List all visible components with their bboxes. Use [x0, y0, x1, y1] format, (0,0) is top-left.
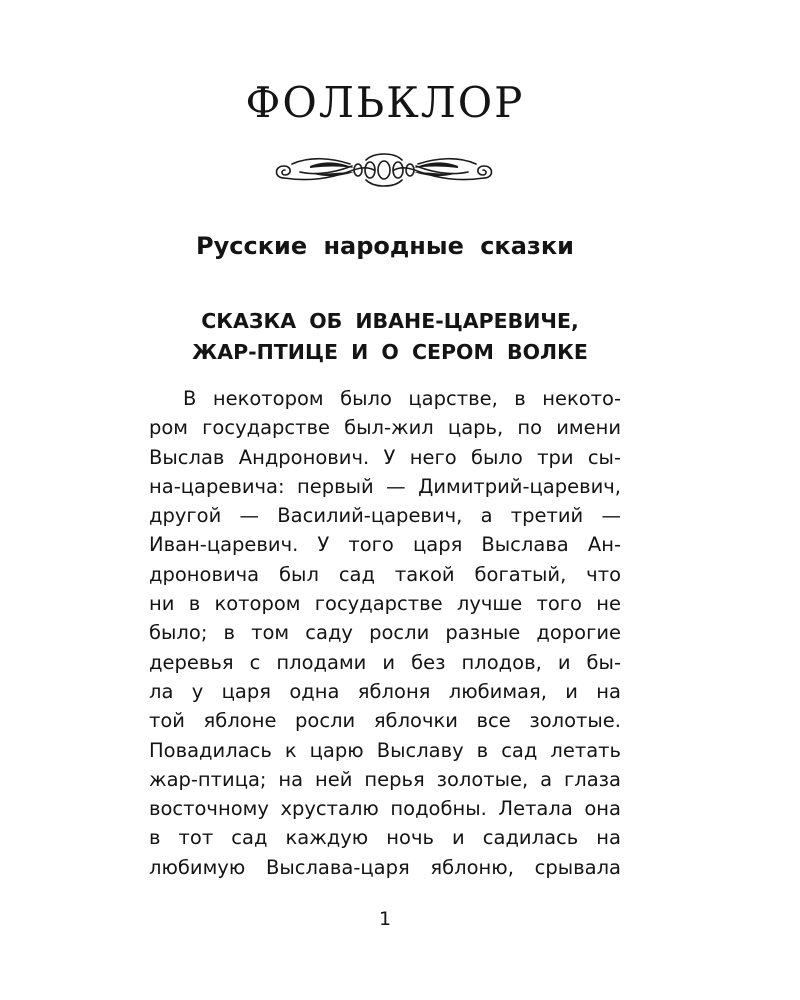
- collection-title: Русские народные сказки: [196, 232, 574, 260]
- body-line: Повадилась к царю Выславу в сад летать: [149, 738, 621, 762]
- body-line: в тот сад каждую ночь и садилась на: [149, 826, 621, 850]
- body-line: ром государстве был-жил царь, по имени: [149, 416, 621, 440]
- story-title: [0, 306, 780, 368]
- body-line: восточному хрусталю подобны. Летала она: [149, 797, 621, 821]
- body-line: Выслав Андронович. У него было три сы-: [149, 445, 621, 469]
- body-line: другой — Василий-царевич, а третий —: [149, 504, 621, 528]
- body-line: деревья с плодами и без плодов, и бы-: [149, 650, 621, 674]
- body-line: жар-птица; на ней перья золотые, а глаза: [149, 767, 621, 791]
- body-line: В некотором было царстве, в некото-: [183, 387, 621, 410]
- story-title-line: СКАЗКА ОБ ИВАНЕ-ЦАРЕВИЧЕ,: [201, 309, 579, 333]
- flourish-ornament-icon: [270, 148, 498, 192]
- body-line: Иван-царевич. У того царя Выслава Ан-: [149, 533, 621, 557]
- section-title: ФОЛЬКЛОР: [245, 78, 525, 127]
- body-line: ни в котором государстве лучше того не: [149, 592, 621, 616]
- story-body: [149, 384, 621, 882]
- body-line: было; в том саду росли разные дорогие: [149, 621, 621, 645]
- page-number: 1: [378, 908, 392, 930]
- body-line: той яблоне росли яблочки все золотые.: [149, 709, 621, 733]
- body-line: на-царевича: первый — Димитрий-царевич,: [149, 474, 621, 498]
- body-line: любимую Выслава-царя яблоню, срывала: [149, 855, 621, 879]
- body-line: ла у царя одна яблоня любимая, и на: [149, 679, 621, 703]
- body-line: дроновича был сад такой богатый, что: [149, 562, 621, 586]
- story-title-line: ЖАР-ПТИЦЕ И О СЕРОМ ВОЛКЕ: [192, 340, 588, 364]
